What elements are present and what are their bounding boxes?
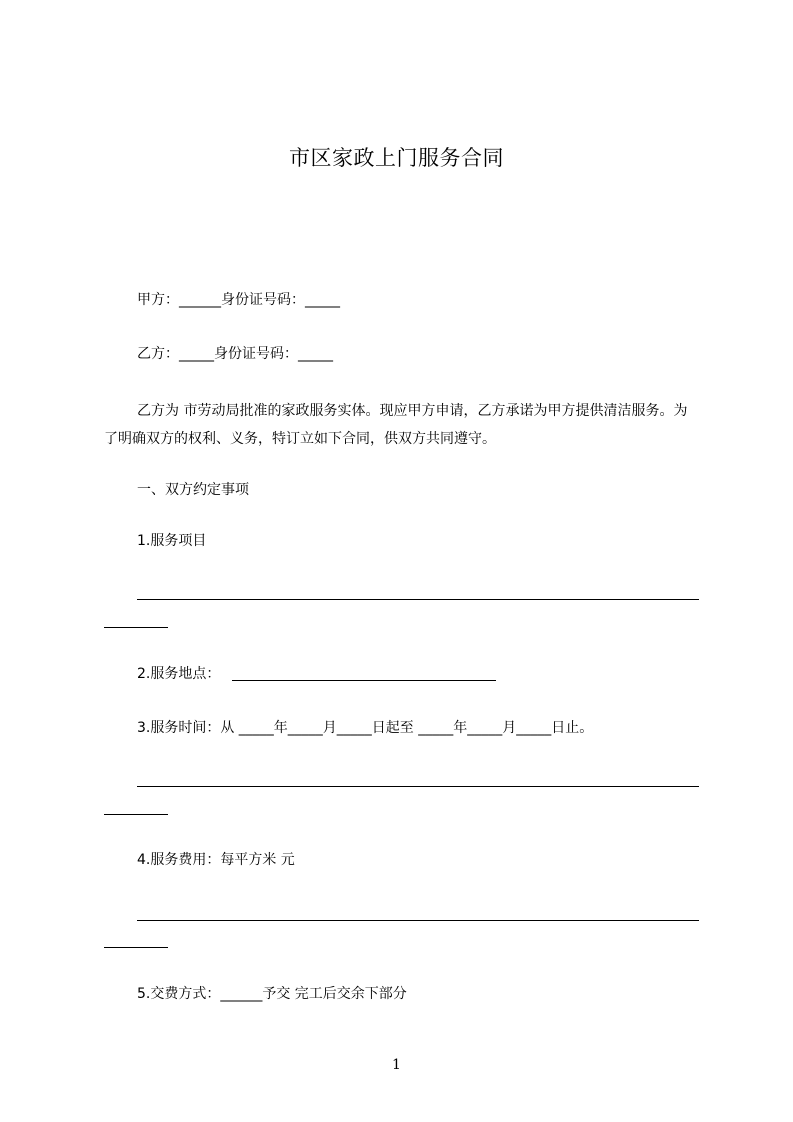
blank-line [137, 920, 699, 921]
item-payment-method: 5.交费方式：______予交 完工后交余下部分 [137, 986, 407, 1002]
blank-line [232, 680, 496, 681]
blank-line [104, 627, 168, 628]
item-service-time: 3.服务时间：从 _____年_____月_____日起至 _____年_____月_____日止。 [137, 720, 594, 736]
item-service-fee: 4.服务费用：每平方米 元 [137, 852, 295, 868]
item-service-scope: 1.服务项目 [137, 533, 207, 549]
blank-line [104, 814, 168, 815]
intro-paragraph: 乙方为 市劳动局批准的家政服务实体。现应甲方申请，乙方承诺为甲方提供清洁服务。为了明确双方的权利、义务，特订立如下合同，供双方共同遵守。 [104, 403, 688, 447]
blank-line [137, 786, 699, 787]
item-service-location: 2.服务地点： [137, 666, 221, 682]
document-title: 市区家政上门服务合同 [289, 146, 504, 170]
section-heading: 一、双方约定事项 [137, 482, 249, 498]
party-b-line: 乙方：_____身份证号码：_____ [137, 346, 333, 362]
party-a-line: 甲方：______身份证号码：_____ [137, 292, 340, 308]
page-number: 1 [392, 1057, 401, 1073]
blank-line [104, 947, 168, 948]
blank-line [137, 599, 699, 600]
